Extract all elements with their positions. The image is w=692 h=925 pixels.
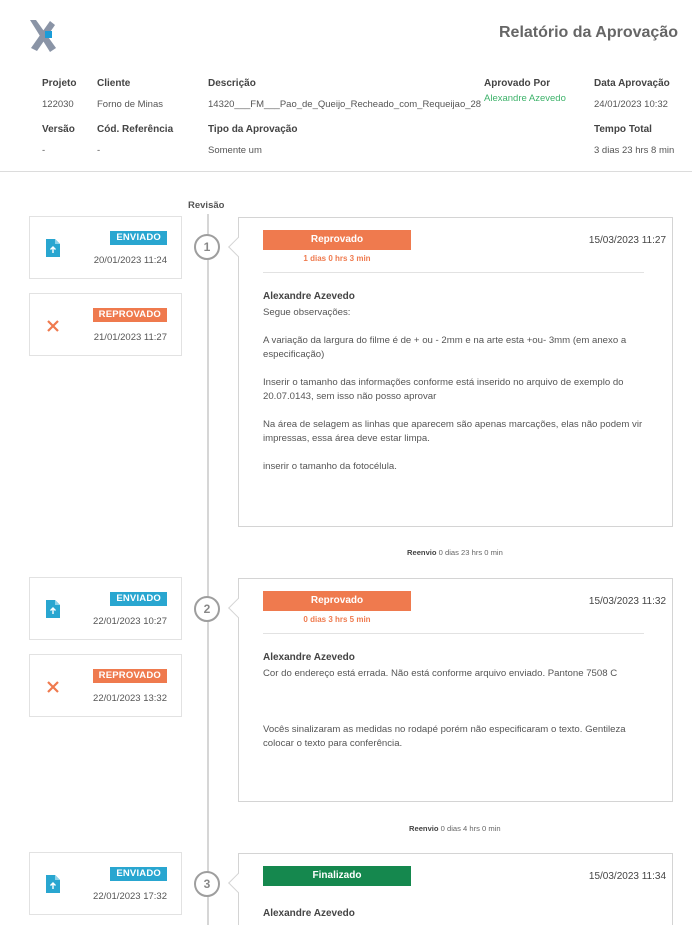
card-pointer bbox=[228, 873, 248, 893]
revision-card bbox=[238, 853, 673, 925]
file-upload-icon bbox=[46, 875, 60, 893]
event-date: 21/01/2023 11:27 bbox=[93, 332, 167, 343]
x-logo-icon bbox=[28, 18, 58, 54]
event-card-rejected bbox=[29, 654, 182, 717]
event-card-rejected bbox=[29, 293, 182, 356]
event-card-sent bbox=[29, 216, 182, 279]
descricao-label: Descrição bbox=[208, 78, 256, 89]
data-aprovacao-value: 24/01/2023 10:32 bbox=[594, 99, 668, 110]
status-badge: ENVIADO bbox=[110, 592, 167, 606]
comment-paragraph: inserir o tamanho da fotocélula. bbox=[263, 461, 397, 472]
close-icon bbox=[46, 680, 60, 694]
comment-author: Alexandre Azevedo bbox=[263, 652, 355, 663]
projeto-label: Projeto bbox=[42, 78, 77, 89]
revision-date: 15/03/2023 11:32 bbox=[588, 596, 666, 607]
file-upload-icon bbox=[46, 600, 60, 618]
tipo-aprovacao-label: Tipo da Aprovação bbox=[208, 124, 298, 135]
revision-status: Reprovado bbox=[263, 591, 411, 611]
comment-paragraph: Cor do endereço está errada. Não está conforme arquivo enviado. Pantone 7508 C bbox=[263, 668, 618, 679]
event-card-sent bbox=[29, 852, 182, 915]
revision-comment bbox=[263, 651, 650, 751]
comment-paragraph: Segue observações: bbox=[263, 307, 351, 318]
timeline-line bbox=[207, 214, 209, 925]
status-badge: REPROVADO bbox=[93, 308, 167, 322]
status-badge: ENVIADO bbox=[110, 231, 167, 245]
revision-card bbox=[238, 217, 673, 527]
card-pointer bbox=[228, 598, 248, 618]
revision-comment bbox=[263, 907, 650, 923]
report-title: Relatório da Aprovação bbox=[498, 24, 678, 41]
tipo-aprovacao-value: Somente um bbox=[208, 145, 262, 156]
status-badge: REPROVADO bbox=[93, 669, 167, 683]
cod-ref-label: Cód. Referência bbox=[97, 124, 174, 135]
comment-paragraph: Inserir o tamanho das informações conforme está inserido no arquivo de exemplo do 20.07.0143, sem isso não posso aprovar bbox=[263, 377, 624, 402]
revision-date: 15/03/2023 11:34 bbox=[588, 871, 666, 882]
close-icon bbox=[46, 319, 60, 333]
aprovado-por-value: Alexandre Azevedo bbox=[484, 93, 566, 104]
divider bbox=[263, 272, 644, 273]
revision-number: 2 bbox=[194, 596, 220, 622]
data-aprovacao-label: Data Aprovação bbox=[594, 78, 670, 89]
revision-status: Finalizado bbox=[263, 866, 411, 886]
revision-number: 3 bbox=[194, 871, 220, 897]
comment-paragraph: Na área de selagem as linhas que aparecem são apenas marcações, elas não podem vir impressas, essa área deve estar limpa. bbox=[263, 419, 643, 444]
status-badge: ENVIADO bbox=[110, 867, 167, 881]
event-date: 22/01/2023 13:32 bbox=[93, 693, 167, 704]
tempo-total-label: Tempo Total bbox=[594, 124, 652, 135]
revision-comment bbox=[263, 290, 650, 474]
revision-date: 15/03/2023 11:27 bbox=[588, 235, 666, 246]
reenvio-duration: Reenvio 0 dias 4 hrs 0 min bbox=[409, 824, 501, 833]
revision-status: Reprovado bbox=[263, 230, 411, 250]
report-metadata bbox=[0, 78, 692, 172]
cod-ref-value: - bbox=[97, 145, 101, 156]
revision-card bbox=[238, 578, 673, 802]
comment-author: Alexandre Azevedo bbox=[263, 291, 355, 302]
card-pointer bbox=[228, 237, 248, 257]
event-date: 22/01/2023 17:32 bbox=[93, 891, 167, 902]
cliente-label: Cliente bbox=[97, 78, 131, 89]
divider bbox=[263, 633, 644, 634]
event-card-sent bbox=[29, 577, 182, 640]
versao-label: Versão bbox=[42, 124, 75, 135]
versao-value: - bbox=[42, 145, 46, 156]
event-date: 20/01/2023 11:24 bbox=[93, 255, 167, 266]
comment-paragraph: Vocês sinalizaram as medidas no rodapé porém não especificaram o texto. Gentileza colocar o texto para conferência. bbox=[263, 724, 626, 749]
projeto-value: 122030 bbox=[42, 99, 74, 110]
revision-duration: 1 dias 0 hrs 3 min bbox=[303, 254, 371, 263]
file-upload-icon bbox=[46, 239, 60, 257]
descricao-value: 14320___FM___Pao_de_Queijo_Recheado_com_Requeijao_28 bbox=[208, 99, 482, 110]
aprovado-por-label: Aprovado Por bbox=[484, 78, 551, 89]
revision-duration: 0 dias 3 hrs 5 min bbox=[303, 615, 371, 624]
reenvio-duration: Reenvio 0 dias 23 hrs 0 min bbox=[407, 548, 503, 557]
tempo-total-value: 3 dias 23 hrs 8 min bbox=[594, 145, 675, 156]
revision-column-label: Revisão bbox=[188, 200, 225, 211]
event-date: 22/01/2023 10:27 bbox=[93, 616, 167, 627]
comment-author: Alexandre Azevedo bbox=[263, 908, 355, 919]
comment-paragraph: A variação da largura do filme é de + ou - 2mm e na arte esta +ou- 3mm (em anexo a especificação) bbox=[263, 335, 627, 360]
revision-number: 1 bbox=[194, 234, 220, 260]
cliente-value: Forno de Minas bbox=[97, 99, 164, 110]
